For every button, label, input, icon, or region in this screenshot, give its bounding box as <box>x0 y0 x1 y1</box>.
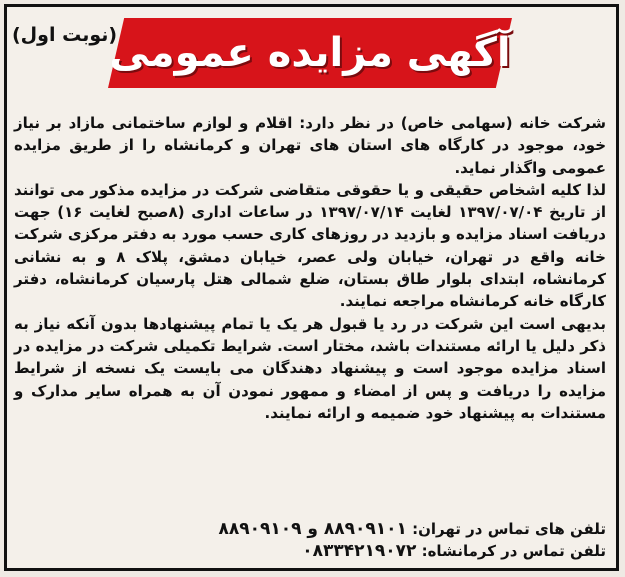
turn-label: (نوبت اول) <box>12 24 118 46</box>
intro-text-2: بر نیاز خود، موجود در کارگاه های استان های تهران و کرمانشاه را از طریق مزایده عمومی واگذار نماید. <box>14 114 606 177</box>
ad-title: آگهی مزایده عمومی <box>109 30 511 76</box>
paragraph-3: بدیهی است این شرکت در رد یا قبول هر یک یا تمام پیشنهادها بدون آنکه نیاز به ذکر دلیل یا ارائه مستندات باشد، مختار است. شرایط تکمیلی شرکت در مزایده در اسناد مزایده موجود است و پیشنهاد دهندگان می بایست یک نسخه از شرایط مزایده را دریافت و پس از امضاء و ممهور نمودن آن به همراه سایر مدارک و مستندات به پیشنهاد خود ضمیمه و ارائه نمایند. <box>14 314 606 422</box>
intro-text-1: در نظر دارد: <box>292 114 401 132</box>
tehran-contact <box>14 518 606 540</box>
ad-body <box>14 112 606 424</box>
tehran-label: تلفن های تماس در تهران: <box>406 520 606 538</box>
kermanshah-label: تلفن تماس در کرمانشاه: <box>416 542 606 560</box>
intro-paragraph <box>14 112 606 179</box>
contacts <box>14 518 606 562</box>
kermanshah-contact <box>14 540 606 562</box>
goods-name: اقلام و لوازم ساختمانی مازاد <box>68 114 293 132</box>
company-name: شرکت خانه (سهامی خاص) <box>400 114 606 132</box>
paragraph-2: لذا کلیه اشخاص حقیقی و یا حقوقی متقاضی شرکت در مزایده مذکور می توانند از تاریخ ۱۳۹۷/۰۷/۰۴ لغایت ۱۳۹۷/۰۷/۱۴ در ساعات اداری (۸صبح لغایت ۱۶) جهت دریافت اسناد مزایده و بازدید در روزهای کاری حسب مورد به دفتر مرکزی شرکت خانه واقع در تهران، خیابان ولی عصر، خیابان دمشق، پلاک ۸ و به نشانی کرمانشاه، ابتدای بلوار طاق بستان، ضلع شمالی هتل پارسیان کرمانشاه، دفتر کارگاه خانه کرمانشاه مراجعه نمایند. <box>14 180 606 311</box>
kermanshah-phone: ۰۸۳۳۴۲۱۹۰۷۲ <box>302 541 417 561</box>
tehran-phones: ۸۸۹۰۹۱۰۱ و ۸۸۹۰۹۱۰۹ <box>218 519 407 539</box>
